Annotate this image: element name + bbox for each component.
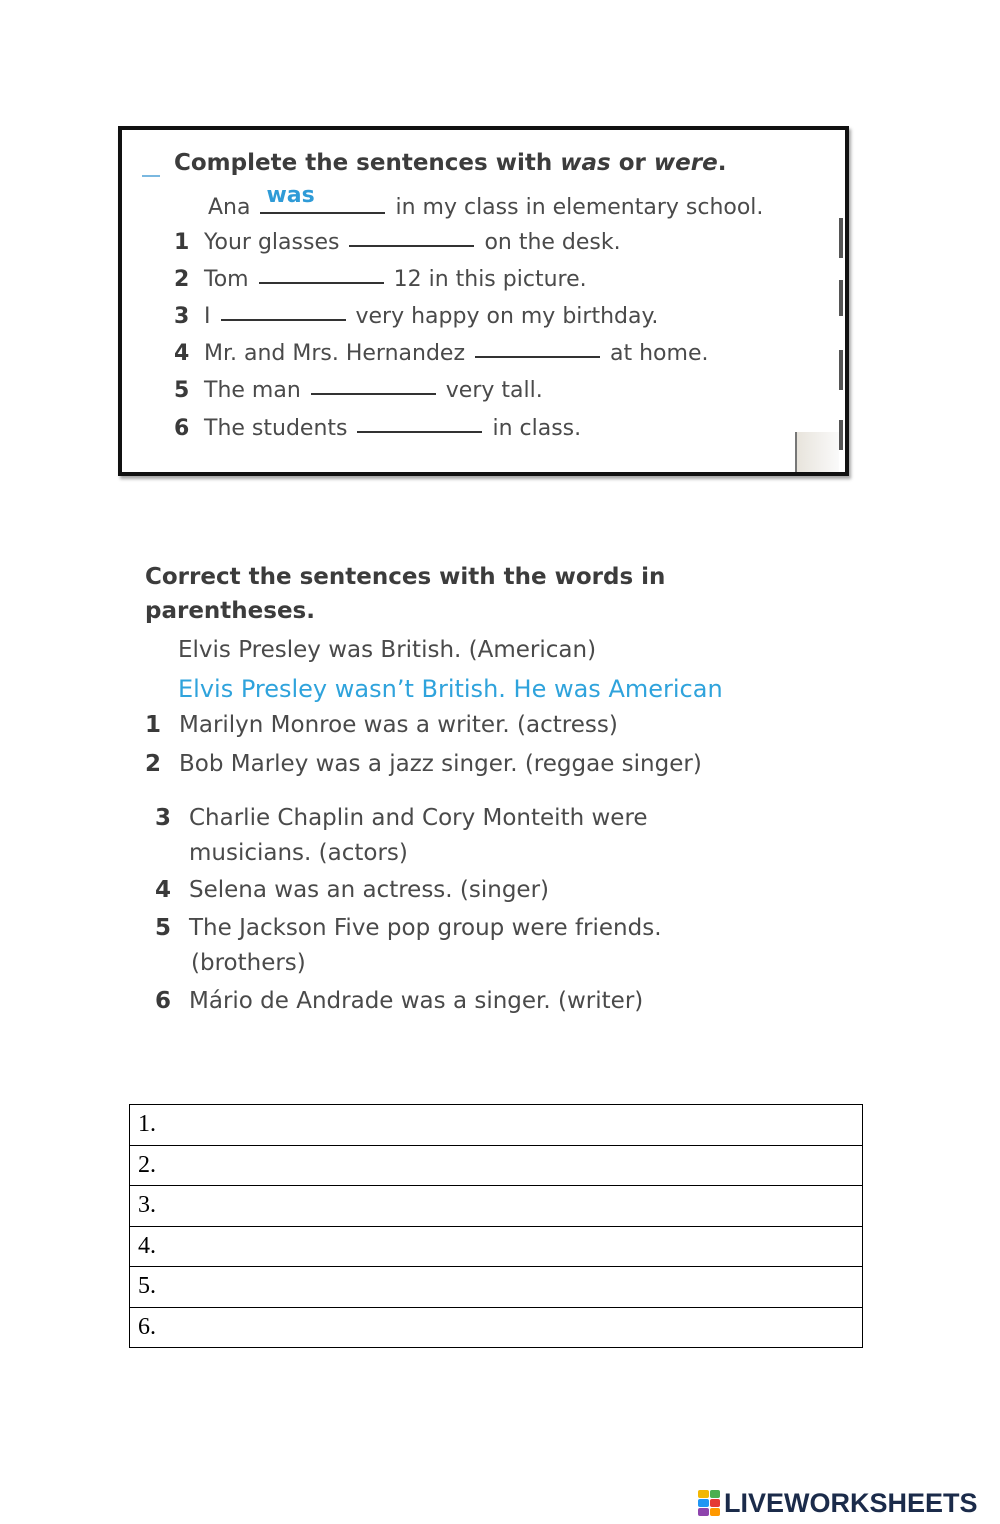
answer-row[interactable] <box>130 1307 863 1348</box>
edge-mark <box>839 350 843 390</box>
sentence-1: 1 Your glasses on the desk. <box>174 230 621 255</box>
exercise-1-box <box>118 126 849 476</box>
exercise-2-item-5-cont: (brothers) <box>191 950 306 976</box>
answer-row[interactable] <box>130 1145 863 1186</box>
example-answer: was <box>266 183 315 208</box>
edge-mark <box>839 280 843 316</box>
answer-blank[interactable] <box>311 393 436 395</box>
exercise-2-item-6: 6 Mário de Andrade was a singer. (writer) <box>155 988 644 1014</box>
answer-blank[interactable] <box>357 431 482 433</box>
answer-row[interactable] <box>130 1267 863 1308</box>
cropped-image-fragment <box>795 432 839 472</box>
exercise-2-example: Elvis Presley was British. (American) <box>178 637 597 663</box>
blue-tick-mark <box>142 175 160 177</box>
sentence-2: 2 Tom 12 in this picture. <box>174 267 587 292</box>
sentence-4: 4 Mr. and Mrs. Hernandez at home. <box>174 341 709 366</box>
sentence-5: 5 The man very tall. <box>174 378 543 403</box>
exercise-2-item-3: 3 Charlie Chaplin and Cory Monteith were <box>155 805 648 831</box>
example-sentence: Ana was in my class in elementary school. <box>208 183 764 220</box>
exercise-2-item-5: 5 The Jackson Five pop group were friends. <box>155 915 662 941</box>
answer-cell[interactable]: 1. <box>130 1105 863 1146</box>
answer-row[interactable] <box>130 1226 863 1267</box>
sentence-6: 6 The students in class. <box>174 416 582 441</box>
exercise-2-item-3-cont: musicians. (actors) <box>189 840 408 866</box>
answer-blank[interactable] <box>349 245 474 247</box>
answer-blank[interactable] <box>475 356 600 358</box>
exercise-2-item-4: 4 Selena was an actress. (singer) <box>155 877 550 903</box>
edge-mark <box>839 420 843 450</box>
edge-mark <box>839 218 843 258</box>
answer-table <box>129 1104 863 1348</box>
liveworksheets-logo <box>698 1488 978 1518</box>
example-answer-blank <box>260 183 385 214</box>
answer-cell[interactable]: 2. <box>130 1145 863 1186</box>
exercise-2-example-answer: Elvis Presley wasn’t British. He was American <box>178 675 723 703</box>
answer-cell[interactable]: 5. <box>130 1267 863 1308</box>
answer-blank[interactable] <box>221 319 346 321</box>
sentence-3: 3 I very happy on my birthday. <box>174 304 659 329</box>
answer-blank[interactable] <box>259 282 384 284</box>
exercise-1-title: Complete the sentences with was or were. <box>174 150 727 176</box>
answer-row[interactable] <box>130 1105 863 1146</box>
exercise-2-title: Correct the sentences with the words in parentheses. <box>145 564 666 624</box>
answer-row[interactable] <box>130 1186 863 1227</box>
exercise-2-item-1: 1 Marilyn Monroe was a writer. (actress) <box>145 712 618 738</box>
exercise-2-item-2: 2 Bob Marley was a jazz singer. (reggae singer) <box>145 751 702 777</box>
logo-text: LIVEWORKSHEETS <box>724 1487 978 1518</box>
answer-cell[interactable]: 3. <box>130 1186 863 1227</box>
answer-cell[interactable]: 4. <box>130 1226 863 1267</box>
liveworksheets-logo-icon <box>698 1490 720 1516</box>
answer-cell[interactable]: 6. <box>130 1307 863 1348</box>
